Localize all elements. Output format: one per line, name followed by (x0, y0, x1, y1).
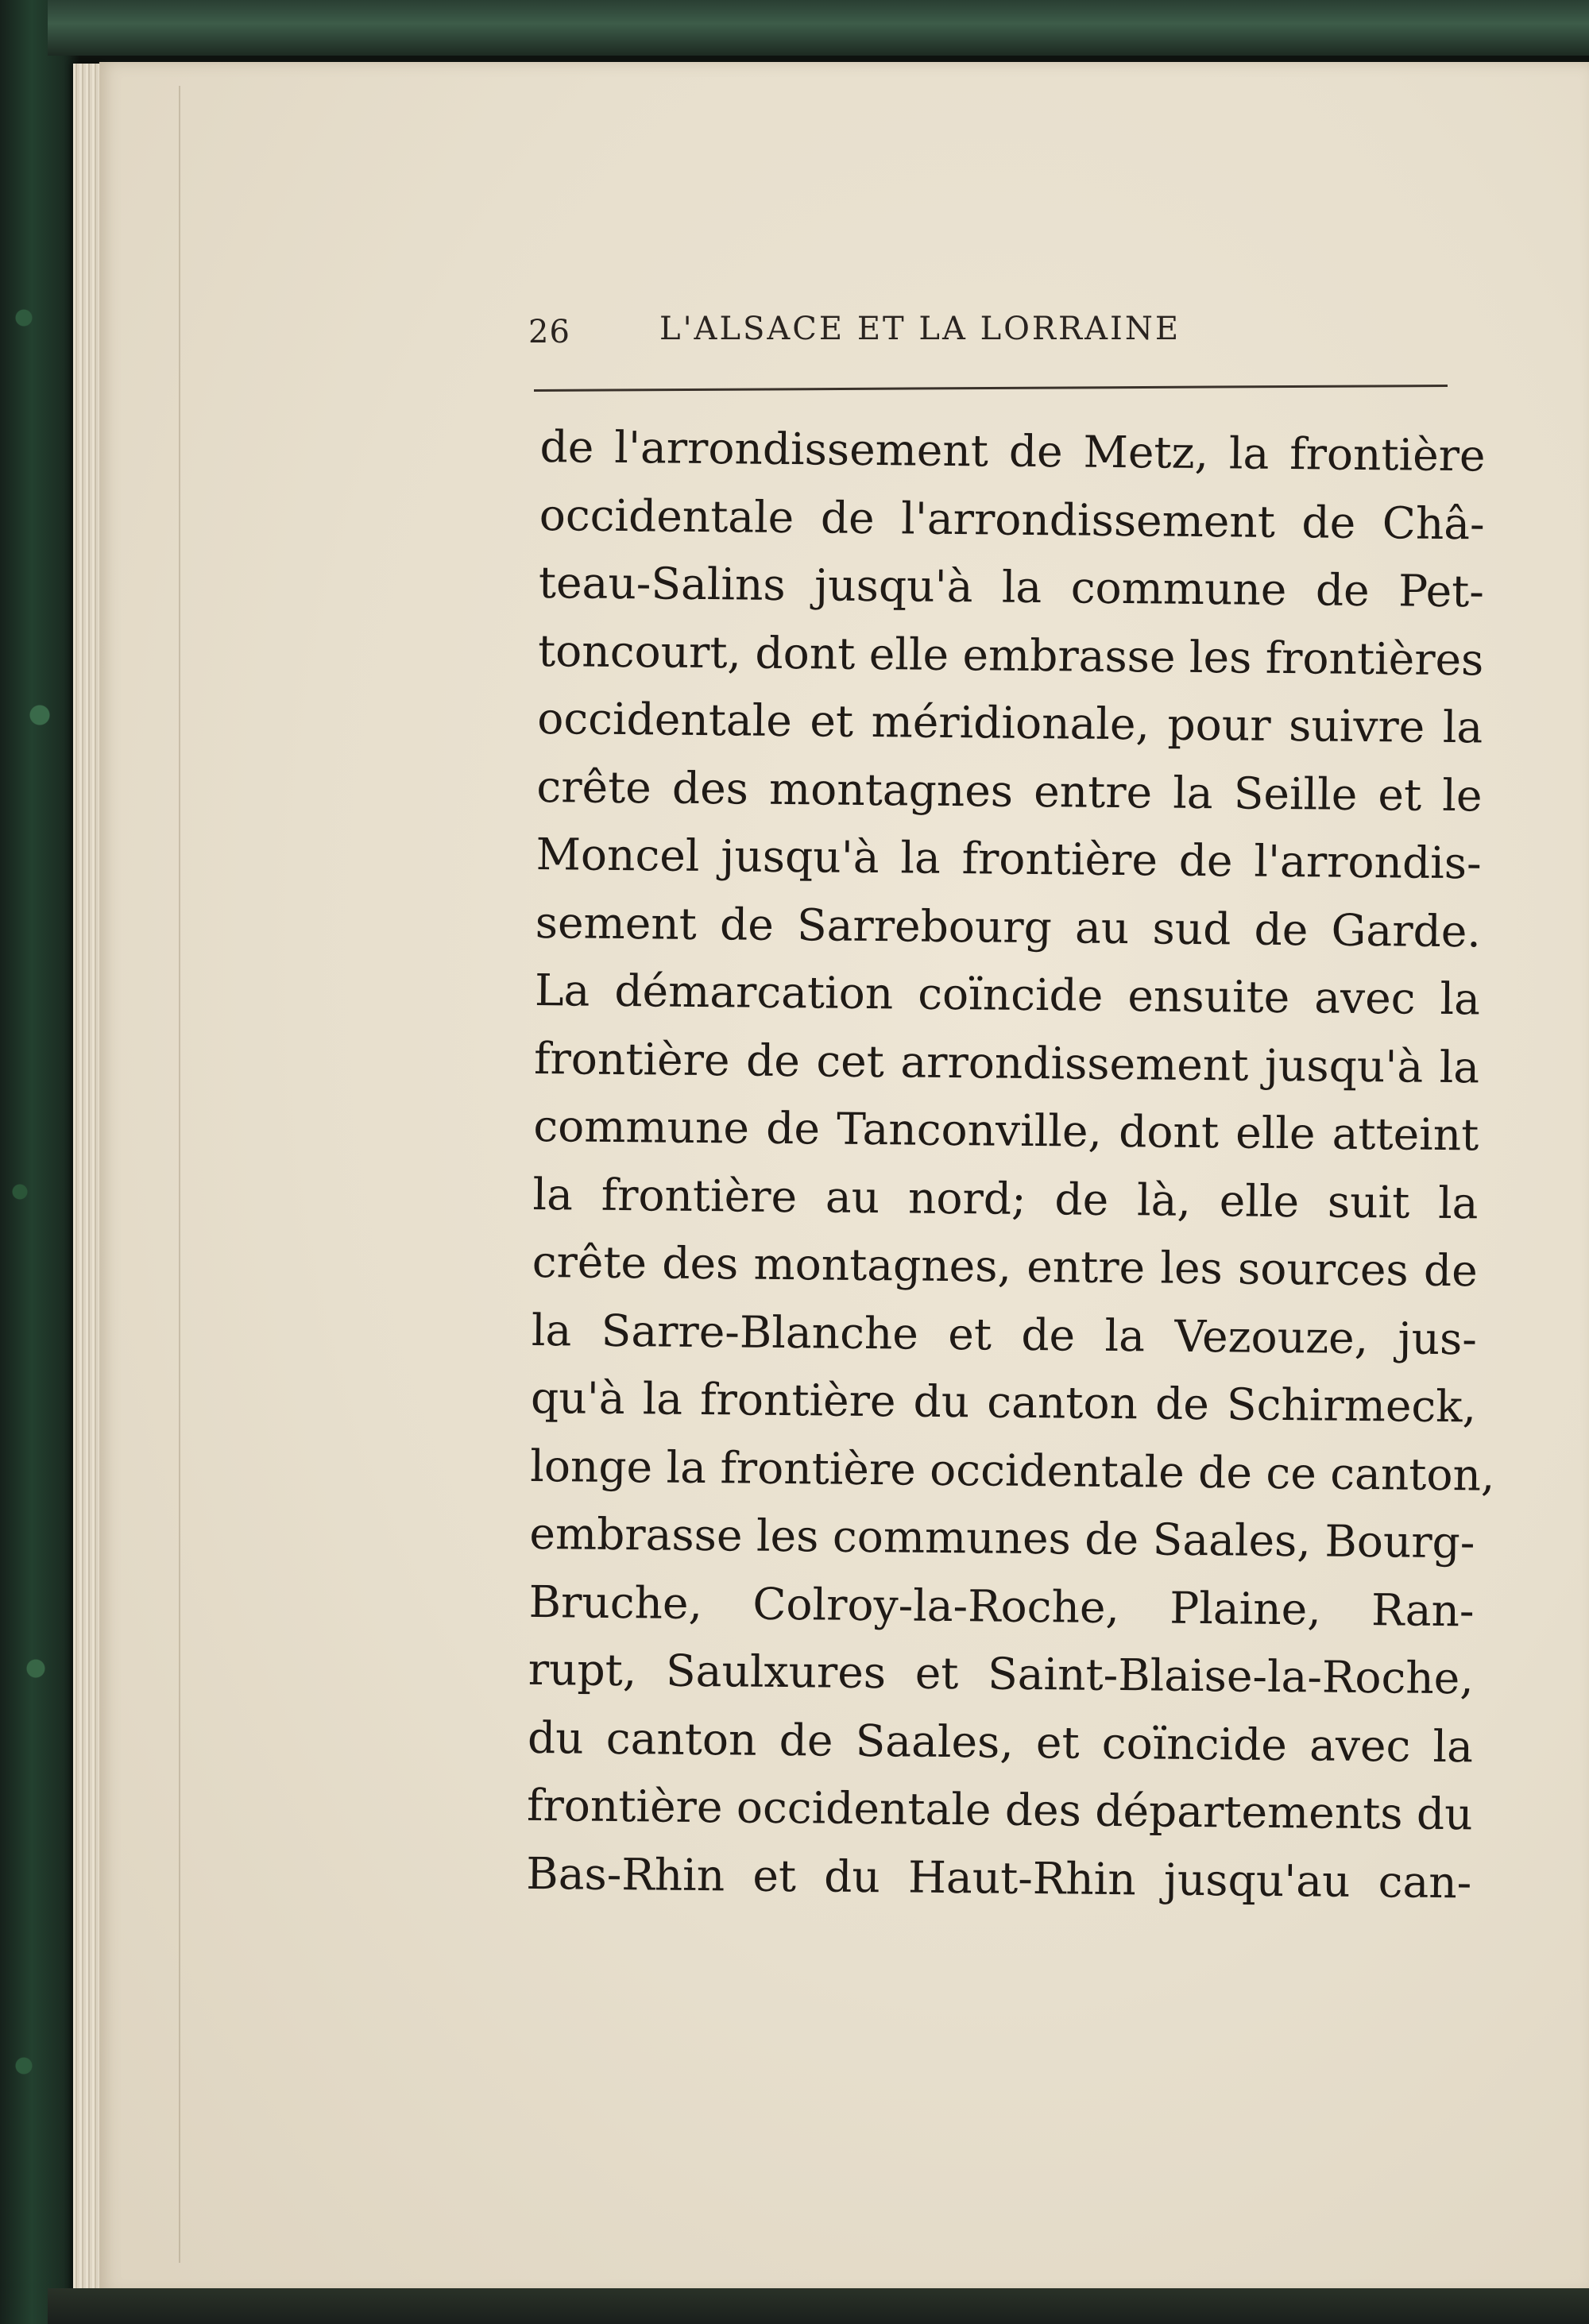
text-line: crête des montagnes entre la Seille et le (536, 760, 1483, 821)
page-header (429, 306, 1367, 362)
text-line: la Sarre-Blanche et de la Vezouze, jus- (531, 1304, 1478, 1364)
text-line: rupt, Saulxures et Saint-Blaise-la-Roche, (528, 1643, 1475, 1704)
text-line: occidentale et méridionale, pour suivre la (537, 692, 1483, 753)
running-title: L'ALSACE ET LA LORRAINE (659, 311, 1181, 347)
body-text (526, 413, 1495, 1916)
text-line: Bas-Rhin et du Haut-Rhin jusqu'au can- (526, 1847, 1472, 1908)
text-line: qu'à la frontière du canton de Schirmeck, (530, 1371, 1477, 1433)
text-line: embrasse les communes de Saales, Bourg- (529, 1507, 1475, 1568)
text-line: toncourt, dont elle embrasse les frontières (537, 625, 1484, 685)
text-line: sement de Sarrebourg au sud de Garde. (535, 896, 1482, 957)
text-line: occidentale de l'arrondissement de Châ- (539, 489, 1486, 549)
text-line: frontière occidentale des départements du (526, 1779, 1473, 1840)
text-line: du canton de Saales, et coïncide avec la (527, 1711, 1474, 1772)
text-line: de l'arrondissement de Metz, la frontière (539, 420, 1486, 481)
text-line: frontière de cet arrondissement jusqu'à la (533, 1032, 1480, 1092)
text-line: longe la frontière occidentale de ce canton, (529, 1440, 1495, 1501)
text-line: La démarcation coïncide ensuite avec la (534, 964, 1481, 1025)
text-line: Bruche, Colroy-la-Roche, Plaine, Ran- (528, 1576, 1475, 1636)
text-line: la frontière au nord; de là, elle suit la (532, 1168, 1479, 1228)
binding-bottom-edge (48, 2288, 1589, 2324)
text-line: crête des montagnes, entre les sources de (532, 1235, 1479, 1297)
binding-top-edge (48, 0, 1589, 56)
text-line: teau-Salins jusqu'à la commune de Pet- (538, 556, 1485, 617)
text-line: commune de Tanconville, dont elle atteint (533, 1100, 1479, 1161)
page-number: 26 (528, 314, 570, 350)
text-line: Moncel jusqu'à la frontière de l'arrondis- (535, 828, 1482, 889)
page-gutter-line (179, 86, 180, 2263)
